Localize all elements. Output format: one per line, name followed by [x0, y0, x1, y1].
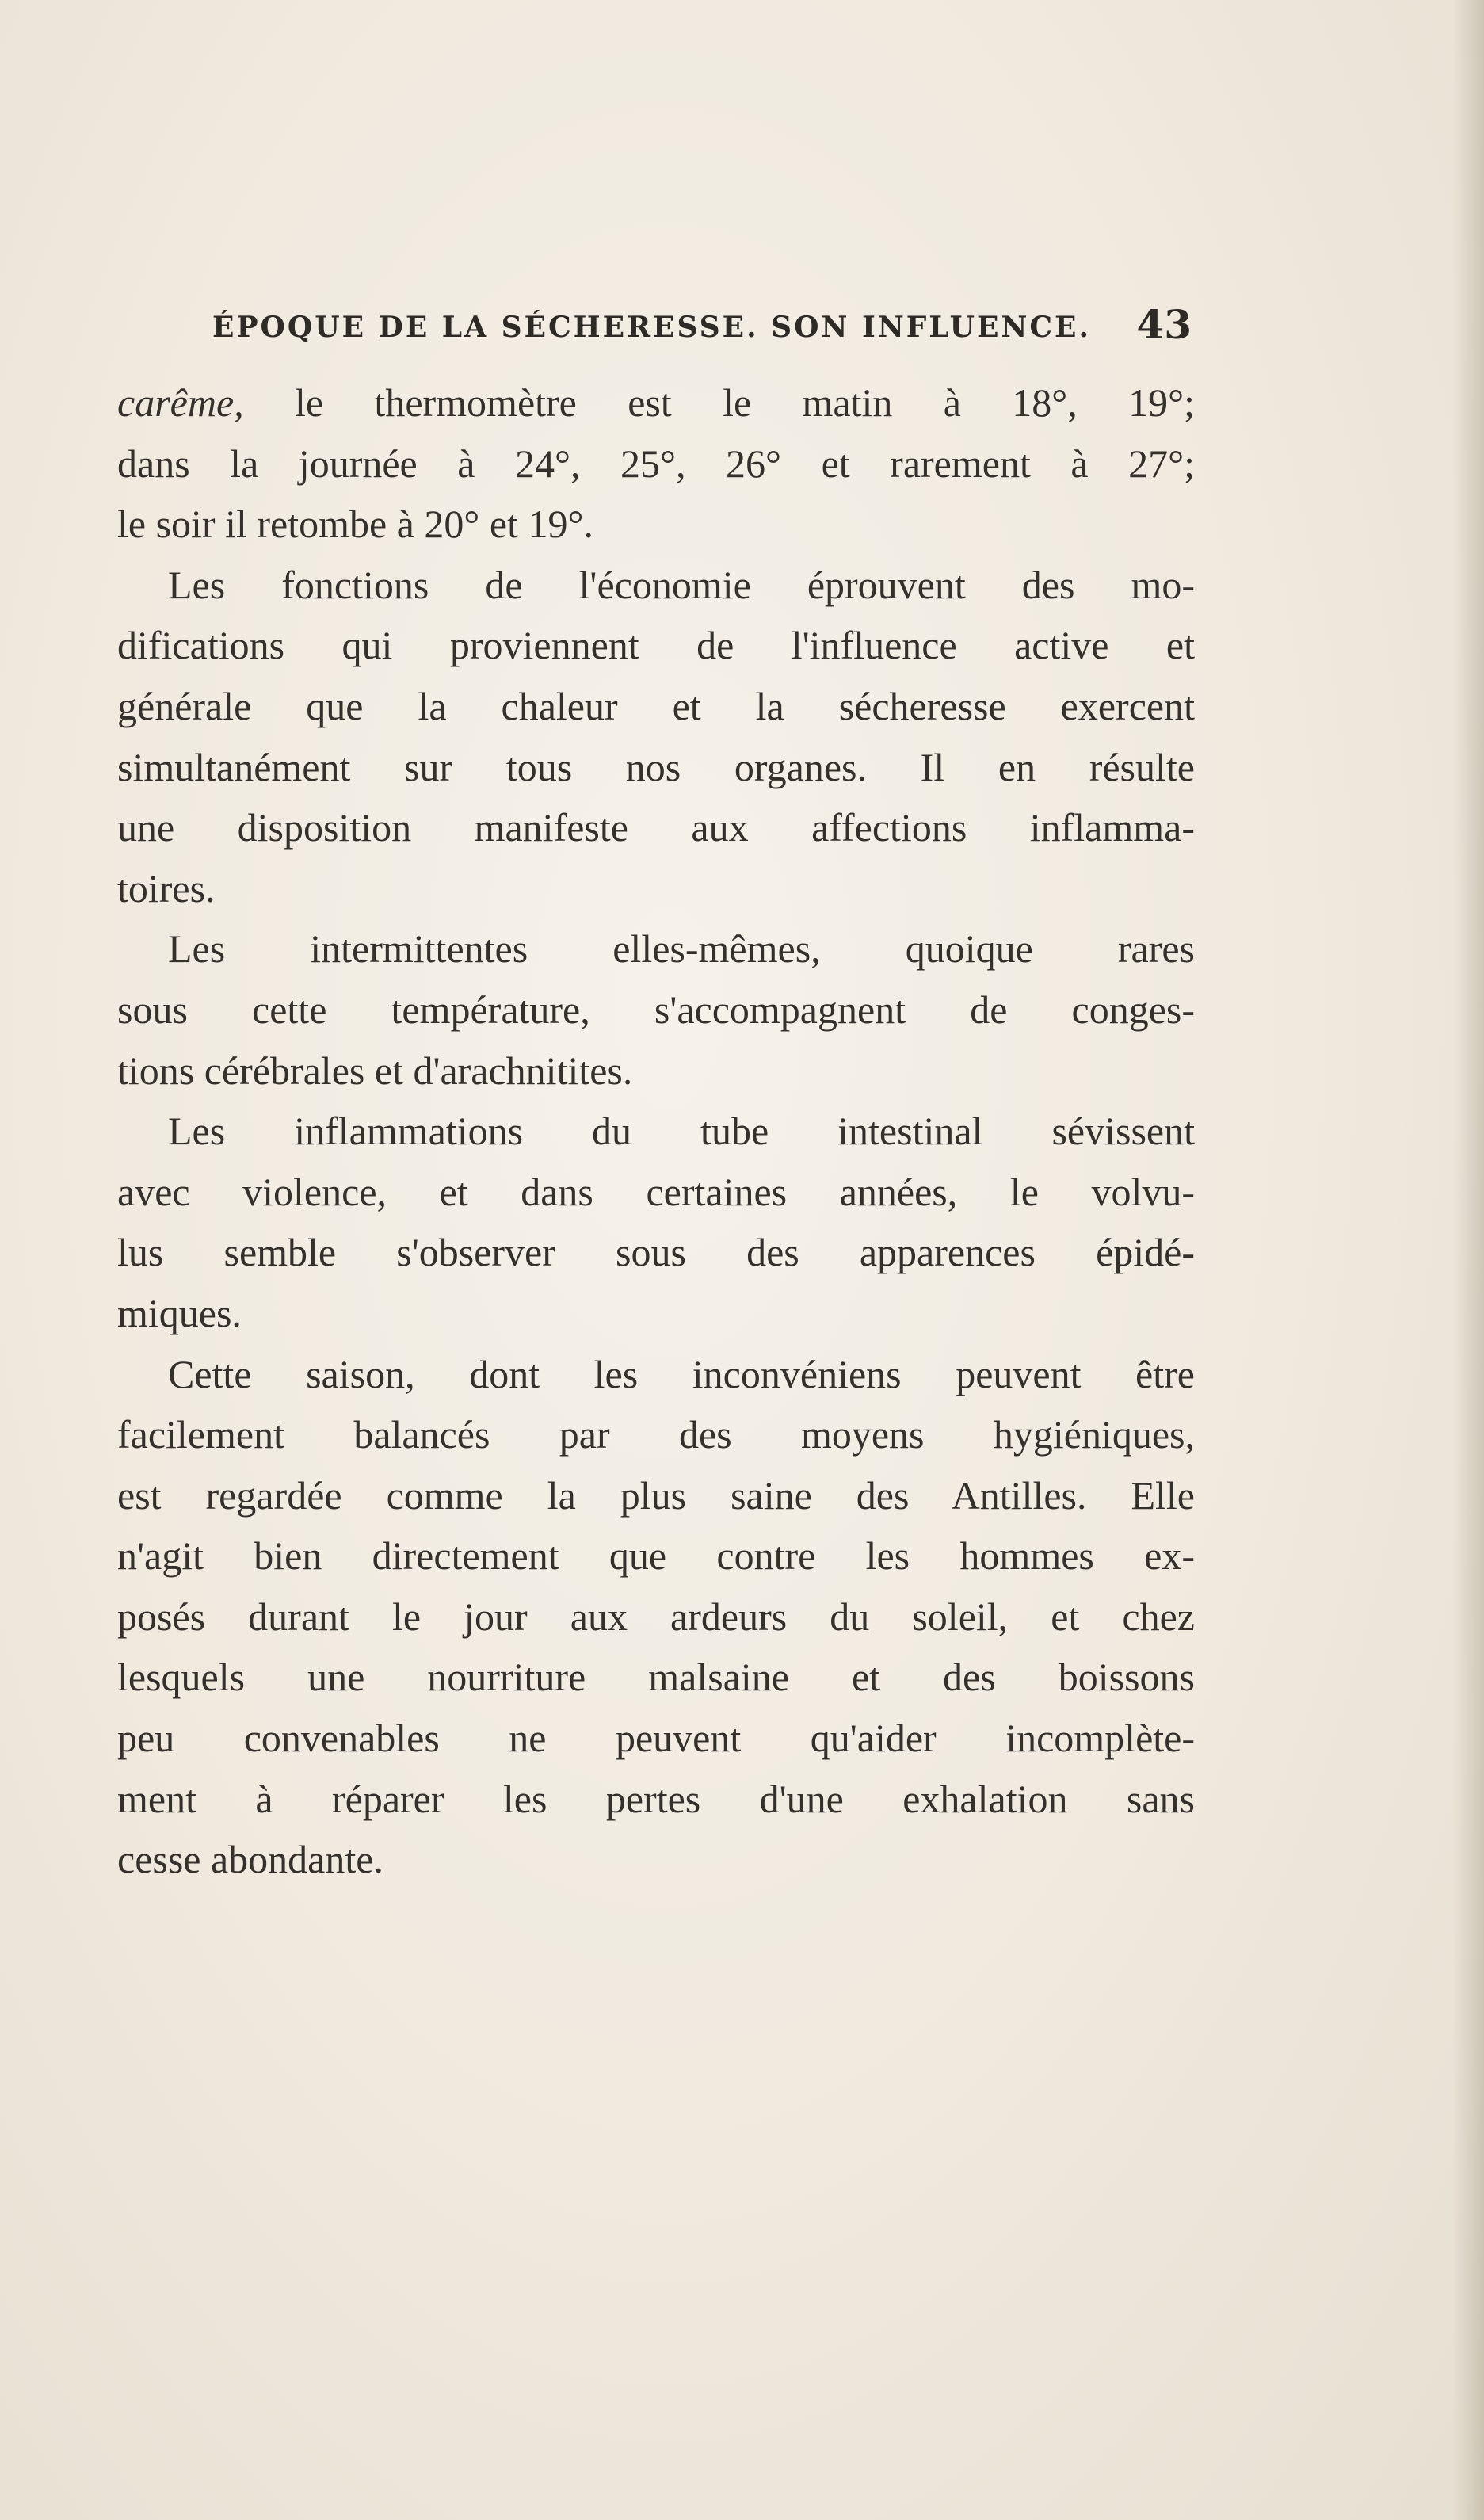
- paragraph-first-line: Les intermittentes elles-mêmes, quoique rares: [168, 926, 1195, 972]
- paragraph-first-line: Les inflammations du tube intestinal sévissent: [168, 1109, 1195, 1154]
- text-line: [117, 372, 1195, 433]
- text-line: générale que la chaleur et la sécheresse exercent: [117, 683, 1195, 728]
- text-line: dans la journée à 24°, 25°, 26° et rarement à 27°;: [117, 441, 1195, 486]
- text-line: tions cérébrales et d'arachnitites.: [117, 1048, 633, 1093]
- text-line: ment à réparer les pertes d'une exhalation sans: [117, 1776, 1195, 1821]
- text-line: est regardée comme la plus saine des Antilles. Elle: [117, 1472, 1195, 1518]
- text-line: le soir il retombe à 20° et 19°.: [117, 502, 593, 547]
- body-text: [117, 372, 1195, 1890]
- text-line: toires.: [117, 865, 216, 911]
- text-line: difications qui proviennent de l'influence active et: [117, 623, 1195, 668]
- text-line: n'agit bien directement que contre les hommes ex-: [117, 1533, 1195, 1579]
- running-head: [212, 301, 1192, 357]
- text-line: cesse abondante.: [117, 1837, 383, 1882]
- text-line: facilement balancés par des moyens hygiéniques,: [117, 1412, 1195, 1457]
- page-number: 43: [1136, 301, 1192, 348]
- text-line: miques.: [117, 1290, 242, 1335]
- line-text: le thermomètre est le matin à 18°, 19°;: [243, 380, 1195, 425]
- running-head-title: ÉPOQUE DE LA SÉCHERESSE. SON INFLUENCE.: [212, 311, 1091, 344]
- text-line: sous cette température, s'accompagnent de conges-: [117, 987, 1195, 1032]
- emphasized-word: carême,: [117, 380, 244, 425]
- text-line: avec violence, et dans certaines années, le volvu-: [117, 1169, 1195, 1214]
- text-line: peu convenables ne peuvent qu'aider incomplète-: [117, 1716, 1195, 1761]
- paragraph-first-line: Cette saison, dont les inconvéniens peuvent être: [168, 1351, 1195, 1396]
- page-gutter-shadow: [1452, 0, 1484, 2520]
- text-line: une disposition manifeste aux affections inflamma-: [117, 805, 1195, 850]
- paragraph-first-line: Les fonctions de l'économie éprouvent des mo-: [168, 562, 1195, 607]
- text-line: posés durant le jour aux ardeurs du soleil, et chez: [117, 1594, 1195, 1639]
- text-line: lus semble s'observer sous des apparences épidé-: [117, 1230, 1195, 1275]
- text-line: lesquels une nourriture malsaine et des boissons: [117, 1655, 1195, 1700]
- text-line: simultanément sur tous nos organes. Il en résulte: [117, 744, 1195, 789]
